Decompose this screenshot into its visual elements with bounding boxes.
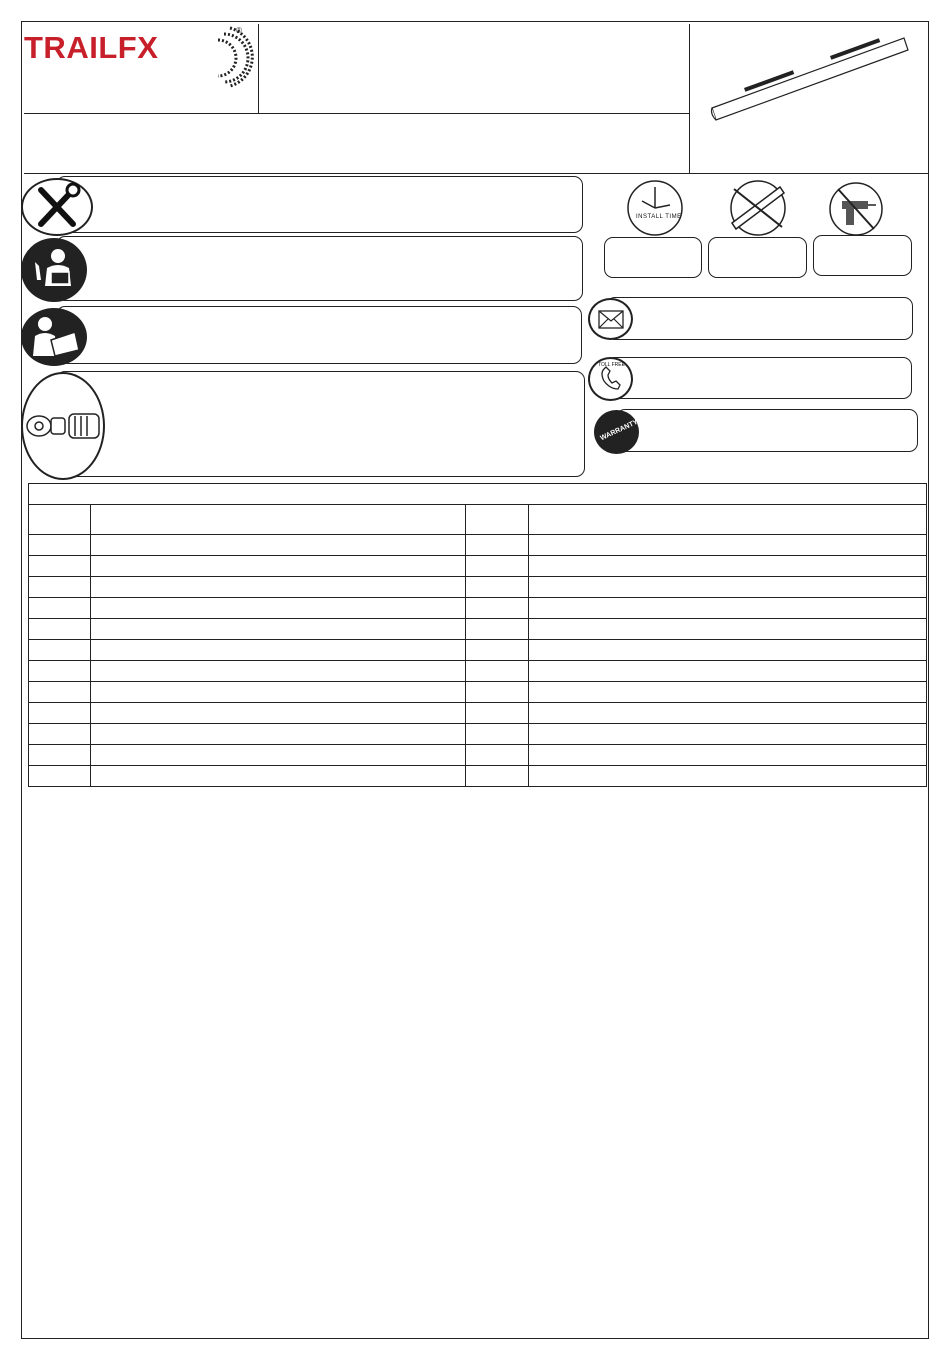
table-cell bbox=[466, 661, 529, 682]
table-row bbox=[29, 640, 927, 661]
technician-icon-circle bbox=[21, 238, 87, 302]
envelope-icon bbox=[590, 300, 631, 338]
table-row bbox=[29, 703, 927, 724]
clock-icon bbox=[626, 179, 684, 237]
table-cell bbox=[29, 766, 91, 787]
table-cell bbox=[29, 598, 91, 619]
table-cell bbox=[91, 724, 466, 745]
table-row bbox=[29, 535, 927, 556]
table-cell bbox=[91, 682, 466, 703]
table-cell bbox=[29, 682, 91, 703]
parts-table bbox=[28, 483, 927, 787]
table-cell bbox=[529, 682, 927, 703]
brand-name: TRAILFX bbox=[24, 30, 159, 65]
header-cell bbox=[91, 505, 466, 535]
table-cell bbox=[91, 535, 466, 556]
header-divider-image bbox=[689, 24, 690, 173]
table-cell bbox=[29, 619, 91, 640]
header-divider-logo bbox=[258, 24, 259, 113]
table-cell bbox=[466, 724, 529, 745]
table-cell bbox=[529, 661, 927, 682]
table-row bbox=[29, 661, 927, 682]
table-cell bbox=[466, 640, 529, 661]
drilling-box bbox=[813, 235, 912, 276]
phone-box bbox=[606, 357, 912, 399]
table-cell bbox=[466, 766, 529, 787]
table-cell bbox=[29, 640, 91, 661]
header-cell bbox=[466, 505, 529, 535]
cutting-box bbox=[708, 237, 807, 278]
table-cell bbox=[529, 724, 927, 745]
toll-free-label: TOLL FREE bbox=[598, 362, 625, 368]
table-cell bbox=[91, 619, 466, 640]
table-row bbox=[29, 745, 927, 766]
technician-panel bbox=[56, 236, 583, 301]
warranty-label: WARRANTY bbox=[599, 418, 640, 443]
parts-table-header-row bbox=[29, 505, 927, 535]
table-row bbox=[29, 556, 927, 577]
header-cell bbox=[29, 505, 91, 535]
read-manual-icon bbox=[23, 310, 85, 364]
table-cell bbox=[91, 661, 466, 682]
table-row bbox=[29, 619, 927, 640]
table-cell bbox=[91, 766, 466, 787]
table-cell bbox=[529, 703, 927, 724]
registered-mark: ® bbox=[236, 26, 242, 35]
warranty-box bbox=[616, 409, 918, 452]
table-cell bbox=[466, 598, 529, 619]
email-box bbox=[606, 297, 913, 340]
table-row bbox=[29, 766, 927, 787]
header-cell bbox=[529, 505, 927, 535]
table-cell bbox=[466, 619, 529, 640]
table-cell bbox=[466, 535, 529, 556]
hardware-icon-circle bbox=[21, 372, 105, 480]
table-cell bbox=[29, 556, 91, 577]
parts-table-body bbox=[29, 535, 927, 787]
table-cell bbox=[29, 745, 91, 766]
table-cell bbox=[29, 535, 91, 556]
table-cell bbox=[529, 535, 927, 556]
no-saw-icon bbox=[726, 179, 790, 237]
table-cell bbox=[91, 703, 466, 724]
table-cell bbox=[529, 640, 927, 661]
table-cell bbox=[529, 766, 927, 787]
tire-tread-icon bbox=[190, 24, 258, 92]
install-time-label: INSTALL TIME bbox=[636, 214, 682, 220]
warranty-icon-circle bbox=[594, 410, 639, 454]
table-cell bbox=[529, 556, 927, 577]
table-cell bbox=[466, 682, 529, 703]
table-row bbox=[29, 598, 927, 619]
read-manual-icon-circle bbox=[21, 308, 87, 366]
table-cell bbox=[91, 556, 466, 577]
tools-panel bbox=[56, 176, 583, 233]
technician-manual-icon bbox=[23, 240, 85, 300]
table-row bbox=[29, 682, 927, 703]
parts-table-title-row bbox=[29, 484, 927, 505]
no-drill-icon bbox=[828, 181, 884, 237]
table-cell bbox=[29, 724, 91, 745]
table-cell bbox=[29, 661, 91, 682]
hardware-panel bbox=[56, 371, 585, 477]
hardware-bolts-icon bbox=[23, 374, 103, 478]
brand-logo bbox=[24, 30, 158, 66]
tools-icon bbox=[23, 180, 91, 234]
email-icon-circle bbox=[588, 298, 633, 340]
table-cell bbox=[529, 619, 927, 640]
header-bottom-line bbox=[24, 173, 929, 174]
table-cell bbox=[529, 598, 927, 619]
read-manual-panel bbox=[56, 306, 582, 364]
tools-icon-circle bbox=[21, 178, 93, 236]
header-divider-title bbox=[24, 113, 690, 114]
table-row bbox=[29, 724, 927, 745]
table-cell bbox=[91, 577, 466, 598]
table-cell bbox=[529, 577, 927, 598]
table-cell bbox=[466, 745, 529, 766]
table-cell bbox=[466, 556, 529, 577]
table-cell bbox=[29, 577, 91, 598]
table-cell bbox=[529, 745, 927, 766]
table-cell bbox=[29, 703, 91, 724]
install-time-box bbox=[604, 237, 702, 278]
table-row bbox=[29, 577, 927, 598]
table-cell bbox=[91, 598, 466, 619]
light-bar-product-image bbox=[708, 34, 913, 129]
table-cell bbox=[91, 745, 466, 766]
table-cell bbox=[466, 577, 529, 598]
table-cell bbox=[466, 703, 529, 724]
parts-table-title-cell bbox=[29, 484, 927, 505]
table-cell bbox=[91, 640, 466, 661]
